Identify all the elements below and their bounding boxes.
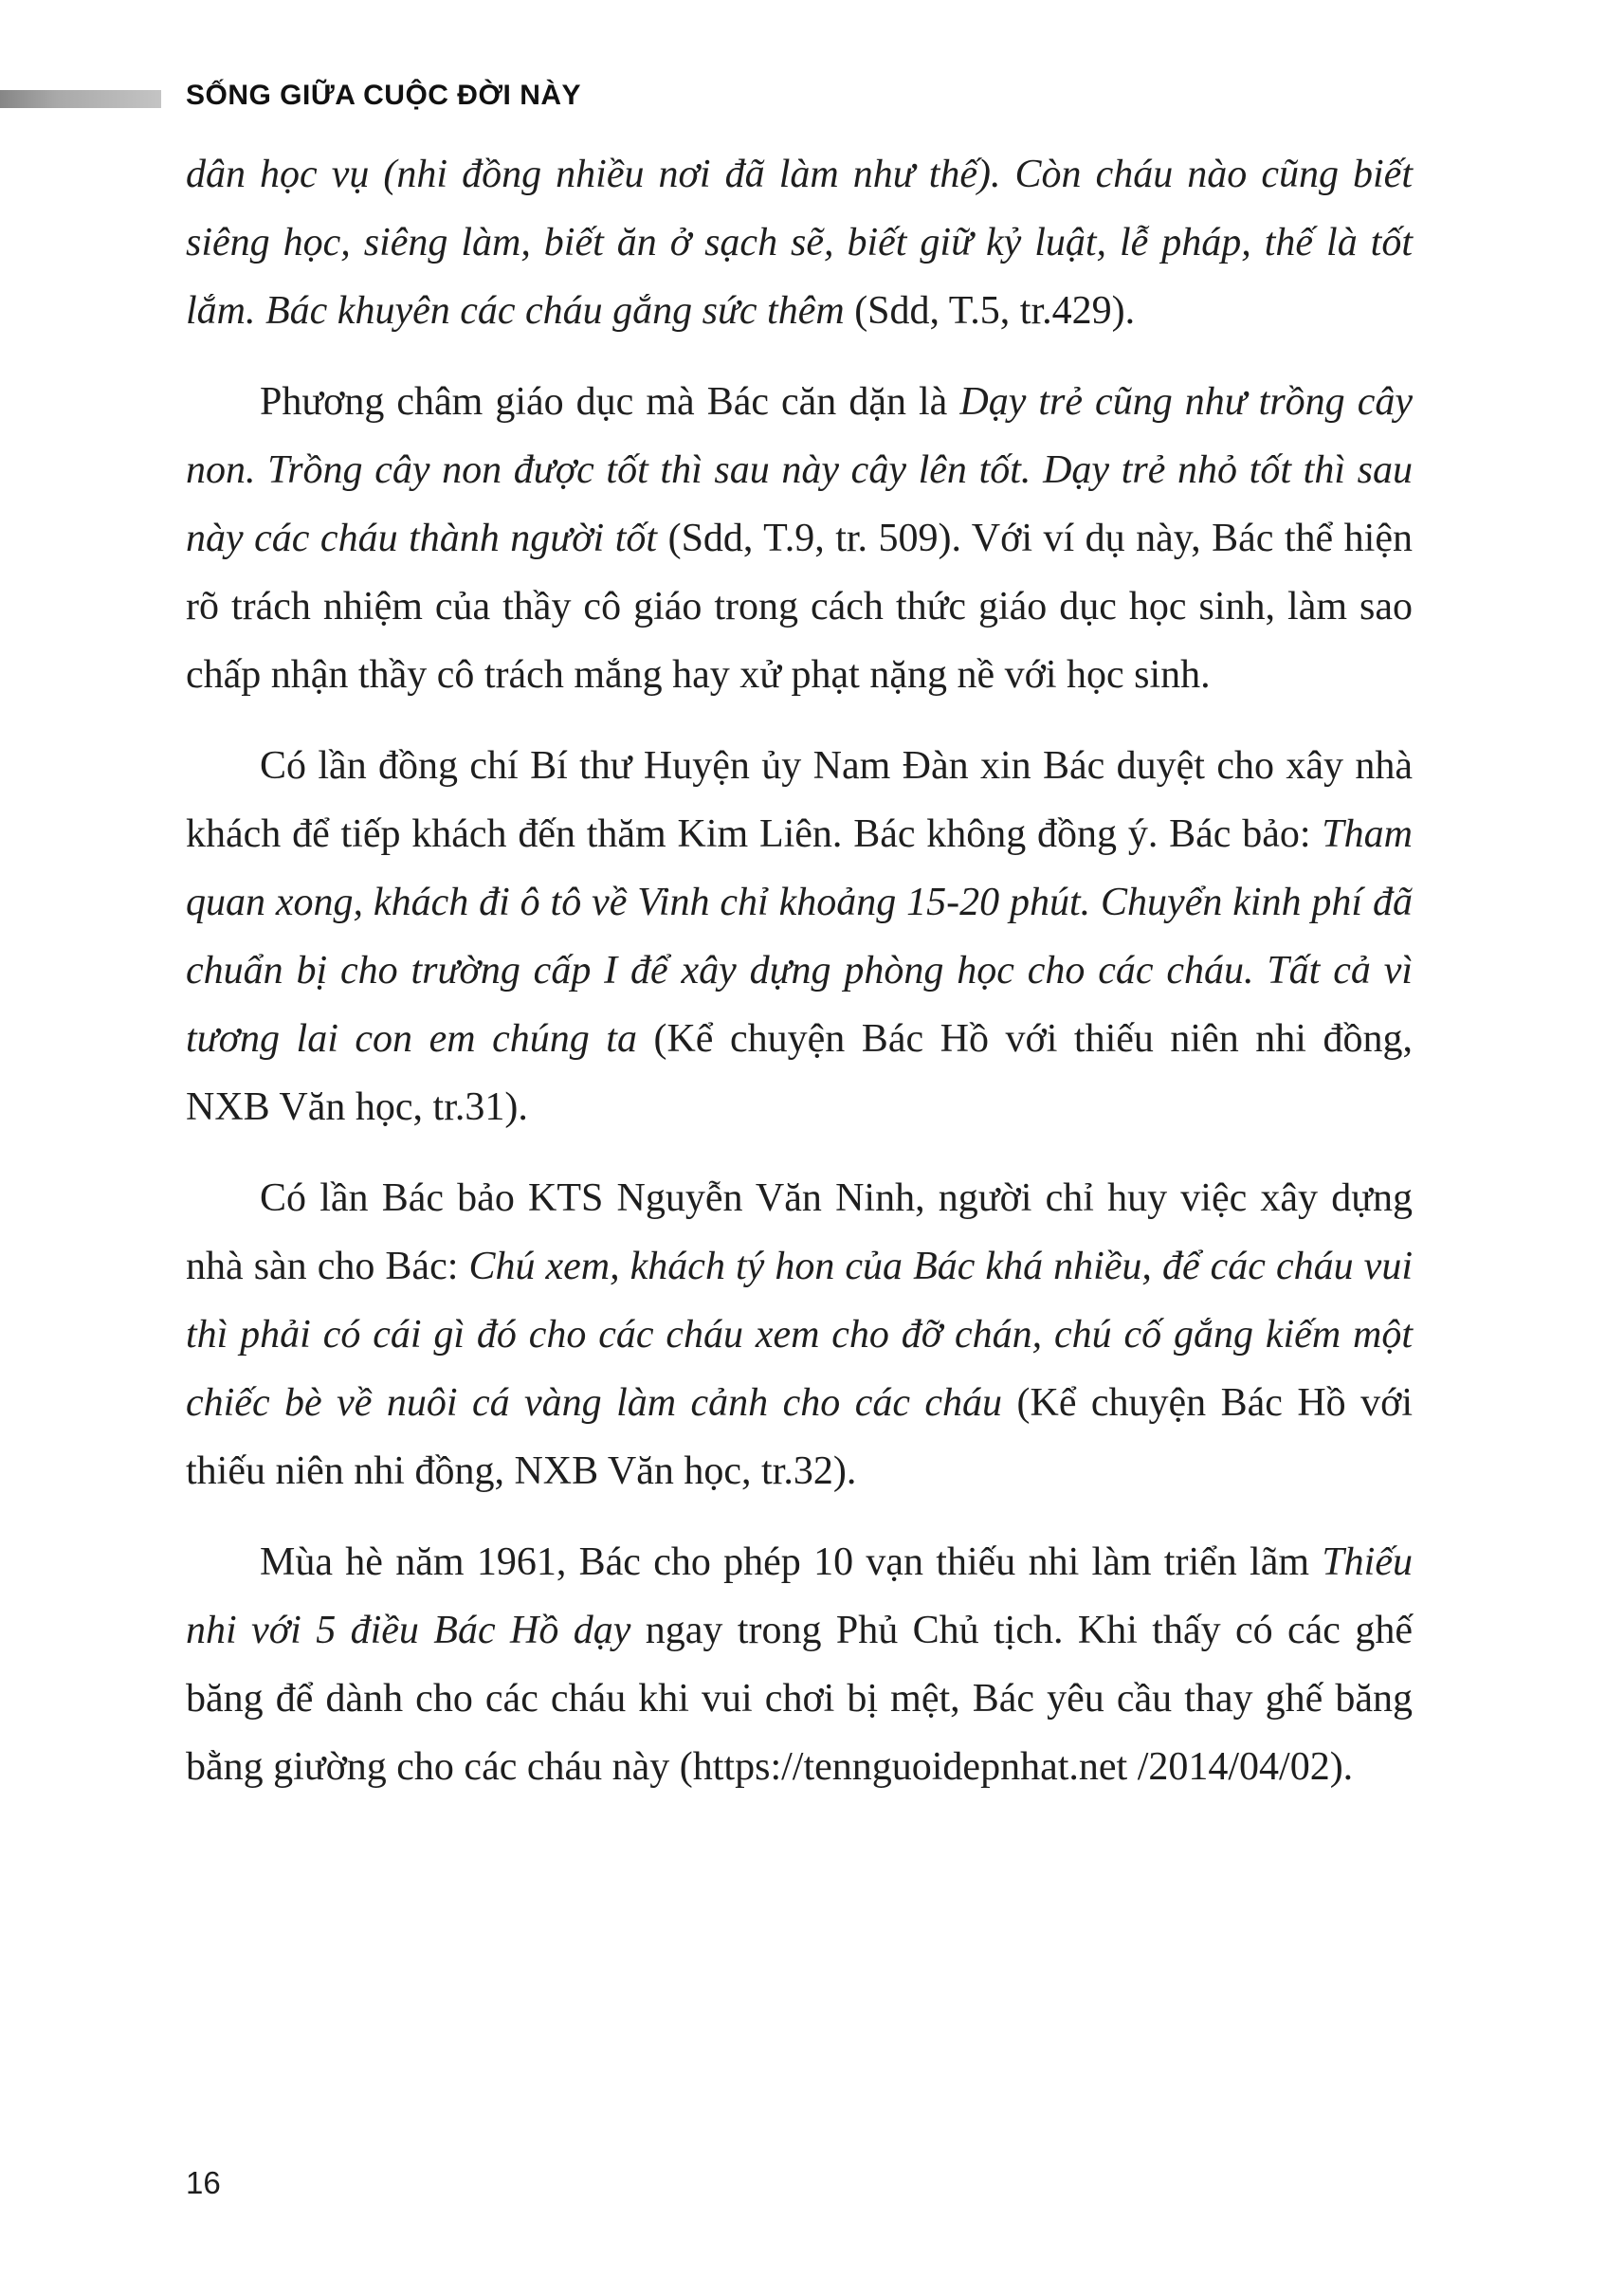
running-header [0, 80, 1624, 119]
page-number: 16 [186, 2165, 221, 2200]
text-segment: Mùa hè năm 1961, Bác cho phép 10 vạn thiếu nhi làm triển lãm [260, 1540, 1323, 1584]
text-segment: (Sdd, T.5, tr.429). [854, 289, 1136, 333]
text-segment: Dạy trẻ cũng như trồng cây non. Trồng cây non được tốt thì sau này cây lên tốt. Dạy trẻ nhỏ tốt thì sau này các cháu thành người tốt [186, 380, 1413, 560]
text-segment: Phương châm giáo dục mà Bác căn dặn là [260, 380, 960, 424]
paragraph [186, 1528, 1413, 1801]
header-bar-decoration [0, 90, 161, 108]
running-title: SỐNG GIỮA CUỘC ĐỜI NÀY [186, 80, 582, 111]
text-segment: Có lần Bác bảo KTS Nguyễn Văn Ninh, người chỉ huy việc xây dựng nhà sàn cho Bác: [186, 1176, 1413, 1288]
paragraph [186, 1164, 1413, 1505]
paragraph [186, 732, 1413, 1141]
paragraph [186, 140, 1413, 345]
text-segment: (Sdd, T.9, tr. 509). Với ví dụ này, Bác thể hiện rõ trách nhiệm của thầy cô giáo trong cách thức giáo dục học sinh, làm sao chấp nhận thầy cô trách mắng hay xử phạt nặng nề với học sinh. [186, 517, 1413, 697]
text-segment: dân học vụ (nhi đồng nhiều nơi đã làm như thế). Còn cháu nào cũng biết siêng học, siêng làm, biết ăn ở sạch sẽ, biết giữ kỷ luật, lễ pháp, thế là tốt lắm. Bác khuyên các cháu gắng sức thêm [186, 153, 1413, 333]
text-segment: (Kể chuyện Bác Hồ với thiếu niên nhi đồng, NXB Văn học, tr.32). [186, 1381, 1413, 1493]
text-segment: Có lần đồng chí Bí thư Huyện ủy Nam Đàn xin Bác duyệt cho xây nhà khách để tiếp khách đến thăm Kim Liên. Bác không đồng ý. Bác bảo: [186, 744, 1413, 856]
text-segment: Tham quan xong, khách đi ô tô về Vinh chỉ khoảng 15-20 phút. Chuyển kinh phí đã chuẩn bị cho trường cấp I để xây dựng phòng học cho các cháu. Tất cả vì tương lai con em chúng ta [186, 812, 1413, 1061]
paragraph [186, 368, 1413, 709]
text-segment: Thiếu nhi với 5 điều Bác Hồ dạy [186, 1540, 1413, 1652]
text-segment: (Kể chuyện Bác Hồ với thiếu niên nhi đồng, NXB Văn học, tr.31). [186, 1017, 1413, 1129]
text-segment: Chú xem, khách tý hon của Bác khá nhiều, để các cháu vui thì phải có cái gì đó cho các cháu xem cho đỡ chán, chú cố gắng kiếm một chiếc bè về nuôi cá vàng làm cảnh cho các cháu [186, 1245, 1413, 1425]
text-segment: ngay trong Phủ Chủ tịch. Khi thấy có các ghế băng để dành cho các cháu khi vui chơi bị mệt, Bác yêu cầu thay ghế băng bằng giường cho các cháu này (https://tennguoidepnhat.net /2014/04/02). [186, 1609, 1413, 1789]
body-text [186, 140, 1413, 1824]
